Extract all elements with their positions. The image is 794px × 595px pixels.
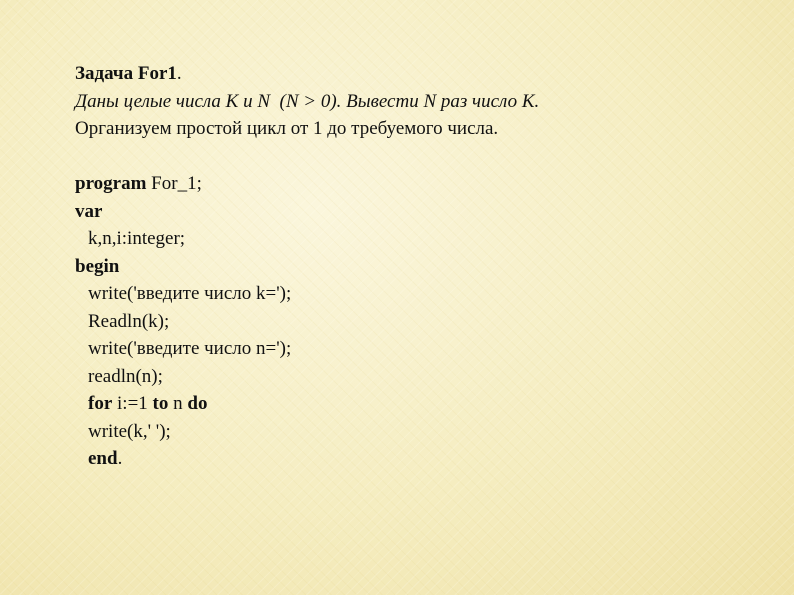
loop-limit: n [168,393,188,414]
keyword-end: end [88,448,118,469]
slide-content [75,60,765,473]
keyword-to: to [152,393,169,414]
keyword-program: program [75,173,147,194]
code-line-readln-n: readln(n); [88,365,163,387]
end-suffix: . [117,448,123,469]
keyword-begin: begin [75,255,120,277]
code-line-write-loop-body: write(k,' '); [88,420,171,442]
keyword-for: for [88,393,113,414]
task-title-line [75,60,765,88]
blank-line [75,143,765,171]
code-line-readln-k: Readln(k); [88,310,170,332]
program-name: For_1; [146,173,202,194]
task-title-suffix: . [176,63,182,84]
code-line-write-k: write('введите число k='); [88,283,292,304]
code-line-declarations: k,n,i:integer; [88,228,186,249]
loop-init: i:=1 [112,393,153,414]
code-line-program [75,170,765,198]
code-line-for-loop [75,390,765,418]
task-statement: Даны целые числа K и N (N > 0). Вывести N раз число K. [75,90,540,112]
code-line-end [75,445,765,473]
keyword-var: var [75,200,103,222]
task-title: Задача For1 [75,63,177,84]
keyword-do: do [187,393,208,414]
code-line-write-n: write('введите число n='); [88,338,292,359]
task-explanation: Организуем простой цикл от 1 до требуемого числа. [75,118,499,139]
